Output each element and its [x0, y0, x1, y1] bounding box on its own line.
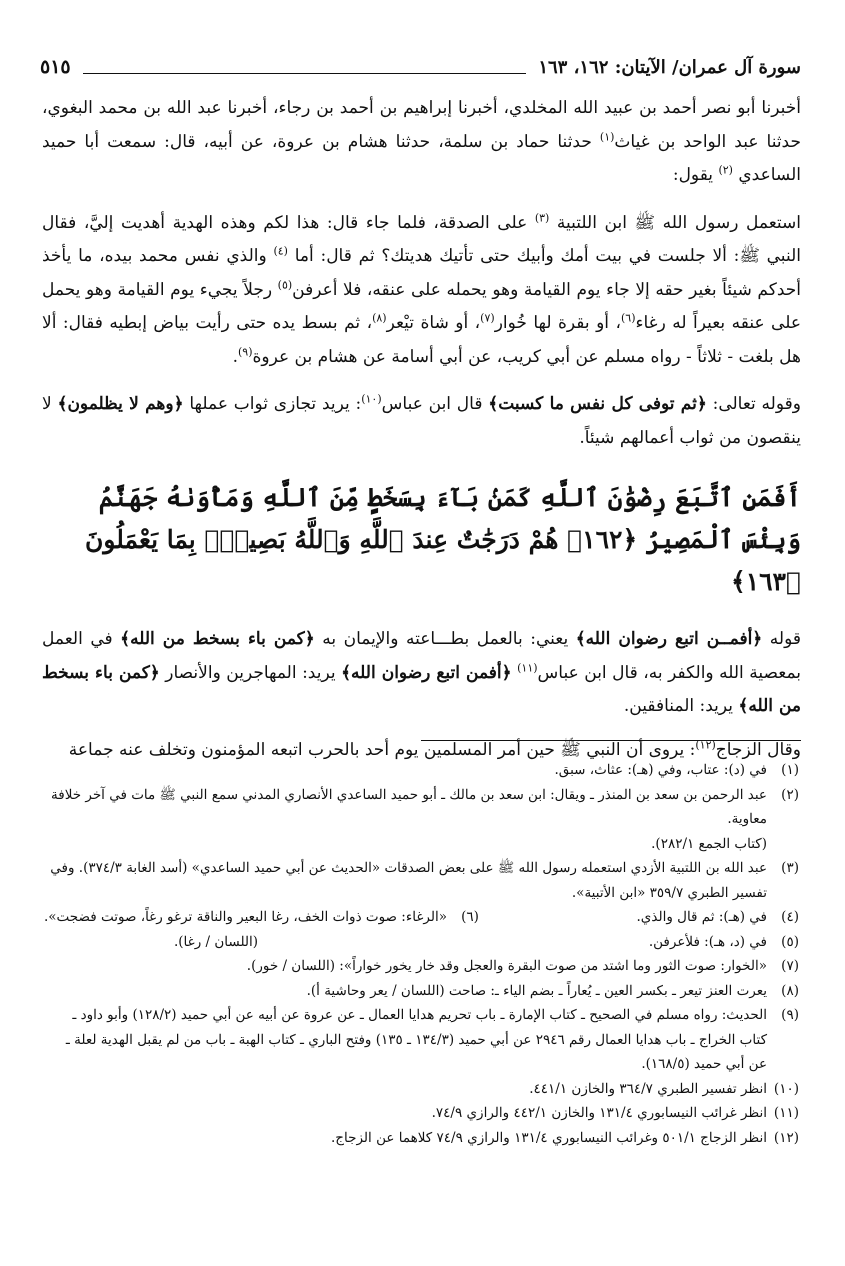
text-run: والذي نفس محمد بيده، ما يأخذ أحدكم شيئاً بغير حقه إلا جاء يوم القيامة وهو يحمله على عنقه، فلا أعرفن	[42, 246, 801, 300]
footnote-continuation: (اللسان / رغا).	[174, 933, 259, 950]
text-run: ، أو شاة تيْعر	[386, 313, 481, 333]
text-run: يريد: المهاجرين والأنصار	[159, 662, 342, 683]
footnote-item	[44, 758, 799, 783]
main-text	[42, 92, 801, 767]
text-run: قال ابن عباس	[381, 394, 489, 414]
paragraph-isnad	[42, 92, 801, 193]
text-run: وقوله تعالى:	[706, 394, 801, 414]
text-run: لا ينقصون من ثواب أعمالهم شيئاً.	[42, 394, 801, 448]
footnote-ref: (٢)	[718, 163, 733, 177]
paragraph-commentary	[42, 388, 801, 455]
text-run: أخبرنا أبو نصر أحمد بن عبيد الله المخلدي، أخبرنا إبراهيم بن أحمد بن رجاء، أخبرنا عبد الله بن محمد البغوي، حدثنا عبد الواحد بن غياث	[42, 98, 801, 152]
footnote-text: في (د): عتاب، وفي (هـ): عثاث، سبق.	[554, 762, 767, 778]
footnote-continuation: (كتاب الجمع ٢٨٢/١).	[651, 835, 767, 852]
text-run: : يروى أن النبي ﷺ حين أمر المسلمين يوم أحد بالحرب اتبعه المؤمنون وتخلف عنه جماعة	[68, 739, 696, 760]
footnote-number: (١٢)	[773, 1129, 799, 1146]
footnote-number: (١١)	[773, 1105, 799, 1121]
footnote-item	[44, 856, 799, 905]
text-run: في العمل بمعصية الله والكفر به، قال ابن عباس	[42, 629, 802, 683]
footnote-item	[44, 905, 479, 930]
footnote-item	[649, 930, 799, 955]
footnote-ref: (٧)	[480, 311, 495, 325]
text-run: ، ثم بسط يده حتى رأيت بياض إبطيه فقال: ألا هل بلغت - ثلاثاً - رواه مسلم عن أبي كريب، عن أبي أسامة عن هشام بن عروة	[42, 313, 801, 367]
quran-quote: ﴿أفمــن اتبع رضوان الله﴾	[575, 629, 763, 649]
footnote-item	[44, 954, 799, 979]
footnote-ref: (١١)	[517, 660, 538, 674]
text-run: قوله	[762, 629, 801, 649]
text-run: على الصدقة، فلما جاء قال: هذا لكم وهذه الهدية أهديت إليَّ، فقال النبي ﷺ: ألا جلست في بيت أمك وأبيك حتى تأتيك هديتك؟ ثم قال: أما	[42, 212, 801, 266]
footnote-ref: (١٢)	[695, 737, 716, 751]
quran-quote: ﴿وهم لا يظلمون﴾	[57, 394, 184, 414]
text-run: حدثنا حماد بن سلمة، حدثنا هشام بن عروة، عن أبيه، قال: سمعت أبا حميد الساعدي	[42, 131, 801, 185]
footnote-number: (٩)	[781, 1007, 799, 1023]
quran-quote: ﴿كمن باء بسخط من الله﴾	[42, 662, 801, 716]
footnote-text: في (د، هـ): فلأعرفن.	[648, 933, 767, 950]
text-run: يقول:	[672, 165, 719, 185]
footnote-text: يعرت العنز تيعر ـ بكسر العين ـ يُعاراً ـ بضم الياء ـ: صاحت (اللسان / يعر وحاشية أ).	[306, 982, 767, 999]
footnote-row	[44, 930, 799, 955]
footnote-text: انظر تفسير الطبري ٣٦٤/٧ والخازن ٤٤١/١.	[529, 1080, 767, 1097]
footnote-row	[44, 905, 799, 930]
text-run: ، أو بقرة لها خُوار	[494, 313, 621, 333]
footnote-ref: (٤)	[273, 244, 288, 258]
footnote-item	[44, 1101, 799, 1126]
footnote-number: (١٠)	[773, 1080, 799, 1097]
quran-verse: أَفَمَنِ ٱتَّبَعَ رِضْوَٰنَ ٱللَّهِ كَمَنۢ بَآءَ بِسَخَطٍ مِّنَ ٱللَّهِ وَمَأْوَىٰهُ جَهَنَّمُ وَبِئْسَ ٱلْمَصِيرُ ﴿١٦٢﴾ هُمْ دَرَجَٰتٌ عِندَ ٱللَّهِ وَٱللَّهُ بَصِيرٌۢ بِمَا يَعْمَلُونَ ﴿١٦٣﴾	[85, 483, 801, 596]
quran-quote: ﴿ثم توفى كل نفس ما كسبت﴾	[488, 394, 707, 414]
footnote-item	[44, 979, 799, 1004]
text-run: رجلاً يجيء يوم القيامة وهو يحمل على عنقه بعيراً له رغاء	[42, 279, 801, 333]
footnote-item	[44, 783, 799, 832]
footnote-text: انظر غرائب النيسابوري ١٣١/٤ والخازن ٤٤٢/١ والرازي ٧٤/٩.	[431, 1105, 767, 1121]
quran-quote: ﴿كمن باء بسخط من الله﴾	[120, 629, 315, 649]
footnote-item	[637, 905, 799, 930]
text-run: : يريد تجازى ثواب عملها	[183, 394, 362, 414]
text-run: يعني: بالعمل بطـــاعته والإيمان به	[314, 629, 576, 649]
running-title: سورة آل عمران/ الآيتان: ١٦٢، ١٦٣	[538, 56, 801, 78]
quran-quote: ﴿أفمن اتبع رضوان الله﴾	[341, 662, 512, 683]
paragraph-hadith	[42, 207, 801, 375]
footnote-text: «الخوار: صوت الثور وما اشتد من صوت البقرة والعجل وقد خار يخور خواراً»: (اللسان / خور).	[246, 958, 767, 974]
footnote-text: عبد الله بن اللتبية الأزدي استعمله رسول الله ﷺ على بعض الصدقات «الحديث عن أبي حميد الساعدي» (أسد الغابة ٣٧٤/٣). وفي تفسير الطبري ٣٥٩/٧ «ابن الأتبية».	[50, 860, 767, 901]
footnote-item	[44, 1126, 799, 1151]
footnote-ref: (١)	[599, 129, 615, 143]
text-run: وقال الزجاج	[715, 739, 801, 760]
footnote-number: (١)	[781, 762, 799, 778]
paragraph-tafsir	[42, 623, 801, 724]
footnote-ref: (١٠)	[361, 392, 382, 406]
footnote-separator	[421, 740, 801, 741]
page-number: ٥١٥	[40, 56, 71, 78]
footnote-text: الحديث: رواه مسلم في الصحيح ـ كتاب الإمارة ـ باب تحريم هدايا العمال ـ عن عروة عن أبيه عن أبي حميد (١٢٨/٢) وأبو داود ـ كتاب الخراج ـ باب هدايا العمال رقم ٢٩٤٦ عن أبي حميد (١٣٤/٣ ـ ١٣٥) وفتح الباري ـ كتاب الهبة ـ باب من لم يقبل الهدية لعلة ـ عن أبي حميد (١٦٨/٥).	[65, 1007, 767, 1072]
footnote-ref: (٩)	[237, 344, 253, 358]
footnote-ref: (٨)	[372, 311, 387, 325]
header-rule	[83, 61, 527, 74]
text-run: استعمل رسول الله ﷺ ابن اللتبية	[549, 212, 801, 233]
footnote-number: (٥)	[781, 933, 799, 950]
footnote-number: (٢)	[781, 786, 799, 803]
footnote-number: (٨)	[781, 982, 799, 999]
footnote-text: في (هـ): ثم قال والذي.	[636, 909, 767, 925]
footnote-ref: (٥)	[277, 277, 293, 291]
footnotes	[44, 758, 799, 1150]
page-header	[40, 52, 801, 82]
footnote-number: (٧)	[781, 958, 799, 974]
footnote-text: عبد الرحمن بن سعد بن المنذر ـ ويقال: ابن سعد بن مالك ـ أبو حميد الساعدي الأنصاري المدني سمع النبي ﷺ مات في آخر خلافة معاوية.	[51, 786, 767, 827]
text-run: يريد: المنافقين.	[623, 696, 739, 716]
footnote-number: (٣)	[781, 860, 799, 876]
footnote-number: (٦)	[461, 909, 479, 925]
footnote-ref: (٣)	[534, 210, 550, 224]
footnote-number: (٤)	[781, 909, 799, 925]
text-run: .	[232, 346, 238, 367]
footnote-ref: (٦)	[620, 311, 636, 325]
footnote-text: انظر الزجاج ٥٠١/١ وغرائب النيسابوري ١٣١/٤ والرازي ٧٤/٩ كلاهما عن الزجاج.	[331, 1129, 767, 1146]
footnote-item	[44, 1003, 799, 1077]
footnote-item	[44, 1077, 799, 1102]
footnote-text: «الرغاء: صوت ذوات الخف، رغا البعير والناقة ترغو رغاً، صوتت فضجت».	[44, 909, 447, 925]
